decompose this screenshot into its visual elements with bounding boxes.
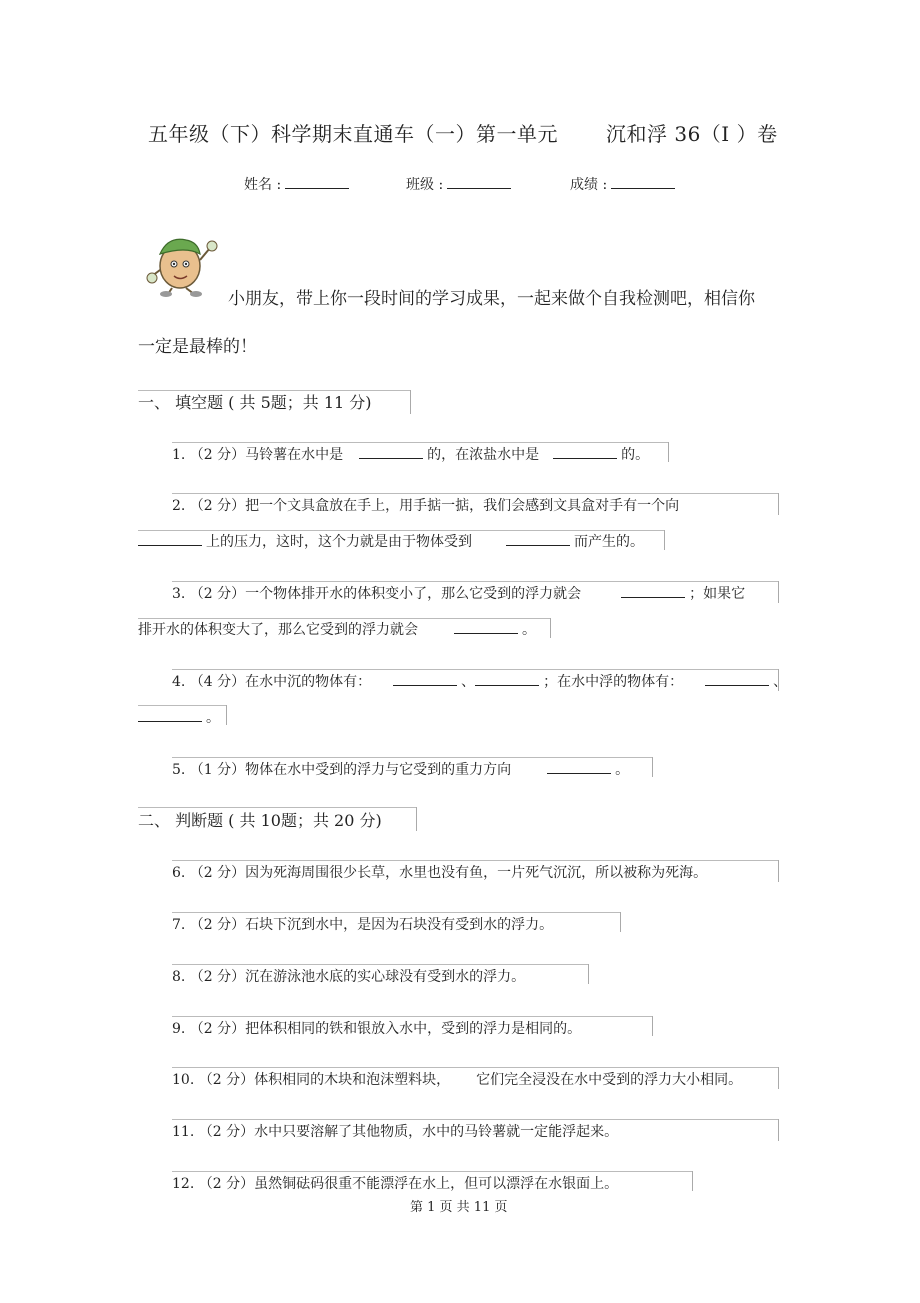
q3-frame xyxy=(172,581,778,582)
question-2-line-1: 2. （2 分）把一个文具盒放在手上，用手掂一掂，我们会感到文具盒对手有一个向 xyxy=(172,498,680,514)
question-8: 8. （2 分）沉在游泳池水底的实心球没有受到水的浮力。 xyxy=(172,969,526,985)
q1-text: 1. （2 分）马铃薯在水中是 xyxy=(172,447,344,463)
q4-text: 4. （4 分）在水中沉的物体有： xyxy=(172,674,372,690)
q10-text: 10. （2 分）体积相同的木块和泡沫塑料块， xyxy=(172,1072,451,1088)
q4-blank-2 xyxy=(475,671,539,686)
q4-frame-2-edge xyxy=(226,705,227,725)
q3-text: 3. （2 分）一个物体排开水的体积变小了，那么它受到的浮力就会 xyxy=(172,586,582,602)
score-blank xyxy=(611,174,675,189)
question-6: 6. （2 分）因为死海周围很少长草，水里也没有鱼，一片死气沉沉，所以被称为死海。 xyxy=(172,865,708,881)
q1-blank-2 xyxy=(553,444,617,459)
section-1-frame-edge xyxy=(410,390,411,414)
q2-frame-2-edge xyxy=(664,530,665,550)
q3-frame-edge xyxy=(778,581,779,603)
question-9: 9. （2 分）把体积相同的铁和银放入水中，受到的浮力是相同的。 xyxy=(172,1021,582,1037)
q1-blank-1 xyxy=(359,444,423,459)
q4-text-3: 。 xyxy=(206,710,220,726)
q1-frame xyxy=(172,442,668,443)
q1-text-3: 的。 xyxy=(621,447,650,463)
q10-frame xyxy=(172,1067,778,1068)
q2-frame-edge xyxy=(778,493,779,515)
q2-blank-2 xyxy=(506,531,570,546)
class-label: 班级 : xyxy=(406,177,444,193)
q5-frame-edge xyxy=(652,757,653,777)
q9-frame xyxy=(172,1016,652,1017)
q5-text: 5. （1 分）物体在水中受到的浮力与它受到的重力方向 xyxy=(172,762,512,778)
q1-text-2: 的，在浓盐水中是 xyxy=(427,447,540,463)
score-field xyxy=(570,174,679,194)
q7-frame xyxy=(172,912,620,913)
page-title-subject: 沉和浮 36（I ）卷 xyxy=(606,122,778,146)
section-2-heading: 二、 判断题 ( 共 10题；共 20 分) xyxy=(138,811,382,830)
q12-frame xyxy=(172,1171,692,1172)
question-3-line-2 xyxy=(138,619,536,639)
question-4-line-1 xyxy=(172,671,787,691)
question-11: 11. （2 分）水中只要溶解了其他物质，水中的马铃薯就一定能浮起来。 xyxy=(172,1124,619,1140)
question-10 xyxy=(172,1069,742,1089)
q10-text-2: 它们完全浸没在水中受到的浮力大小相同。 xyxy=(476,1072,743,1088)
class-field xyxy=(406,174,515,194)
q8-frame xyxy=(172,964,588,965)
q5-blank xyxy=(547,759,611,774)
q2-blank-1 xyxy=(138,531,202,546)
q4-sep-2: 、 xyxy=(773,674,788,690)
q2-text-3: 而产生的。 xyxy=(574,534,644,550)
q4-sep-1: 、 xyxy=(461,674,476,690)
q4-blank-3 xyxy=(705,671,769,686)
question-7: 7. （2 分）石块下沉到水中，是因为石块没有受到水的浮力。 xyxy=(172,917,554,933)
question-1 xyxy=(172,444,649,464)
section-1-heading: 一、 填空题 ( 共 5题；共 11 分) xyxy=(138,393,372,412)
class-blank xyxy=(447,174,511,189)
q11-frame xyxy=(172,1119,778,1120)
q5-frame xyxy=(172,757,652,758)
q12-frame-edge xyxy=(692,1171,693,1191)
question-3-line-1 xyxy=(172,583,745,603)
q2-text-2: 上的压力，这时，这个力就是由于物体受到 xyxy=(206,534,472,550)
q6-frame xyxy=(172,860,778,861)
cartoon-mascot-icon xyxy=(146,230,222,298)
q11-frame-edge xyxy=(778,1119,779,1141)
page-title: 五年级（下）科学期末直通车（一）第一单元 xyxy=(148,122,558,146)
name-label: 姓名 : xyxy=(244,177,282,193)
q10-frame-edge xyxy=(778,1067,779,1089)
intro-line-1: 小朋友，带上你一段时间的学习成果，一起来做个自我检测吧，相信你 xyxy=(228,289,755,309)
name-blank xyxy=(285,174,349,189)
q2-frame xyxy=(172,493,778,494)
q3-text-2: ；如果它 xyxy=(689,586,746,602)
q4-frame xyxy=(172,669,778,670)
question-5 xyxy=(172,759,629,779)
q7-frame-edge xyxy=(620,912,621,932)
q4-blank-4 xyxy=(138,707,202,722)
name-field xyxy=(244,174,353,194)
q8-frame-edge xyxy=(588,964,589,984)
q3-frame-2-edge xyxy=(550,618,551,638)
q4-blank-1 xyxy=(393,671,457,686)
q9-frame-edge xyxy=(652,1016,653,1036)
q3-text-3: 排开水的体积变大了，那么它受到的浮力就会 xyxy=(138,622,418,638)
question-12: 12. （2 分）虽然铜砝码很重不能漂浮在水上，但可以漂浮在水银面上。 xyxy=(172,1176,619,1192)
question-2-line-2 xyxy=(138,531,644,551)
section-2-frame-edge xyxy=(416,807,417,831)
q4-frame-2 xyxy=(138,705,226,706)
q4-text-2: ；在水中浮的物体有： xyxy=(543,674,684,690)
q5-text-2: 。 xyxy=(615,762,630,778)
page-number: 第 1 页 共 11 页 xyxy=(410,1200,508,1215)
score-label: 成绩 : xyxy=(570,177,608,193)
q3-text-4: 。 xyxy=(522,622,536,638)
q1-frame-edge xyxy=(668,442,669,462)
q3-blank-1 xyxy=(621,583,685,598)
q6-frame-edge xyxy=(778,860,779,882)
question-4-line-2 xyxy=(138,707,220,727)
q3-blank-2 xyxy=(454,619,518,634)
intro-line-2: 一定是最棒的！ xyxy=(138,337,257,357)
